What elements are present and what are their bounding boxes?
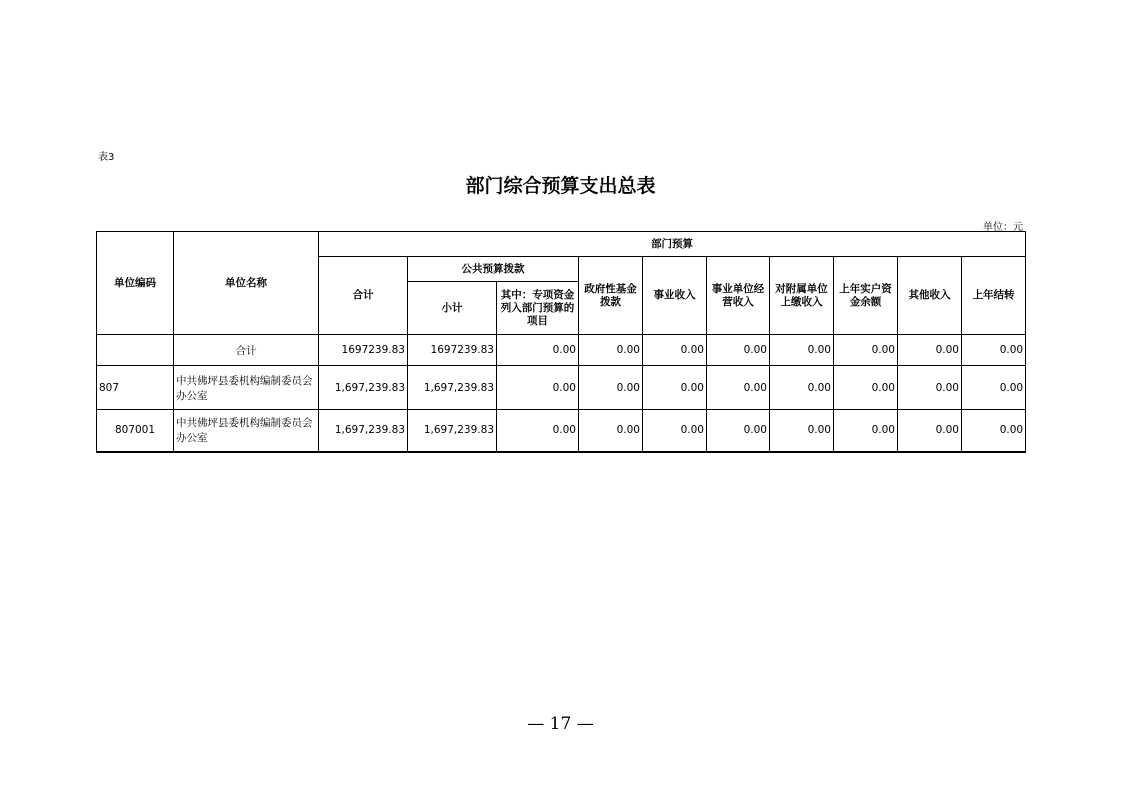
cell-subtotal: 1,697,239.83: [408, 366, 497, 410]
cell-gov-fund: 0.00: [579, 335, 643, 366]
cell-business-income: 0.00: [643, 335, 707, 366]
table-row: [97, 410, 1026, 452]
header-prior-carryover: 上年结转: [962, 257, 1026, 335]
budget-table: [96, 231, 1026, 453]
cell-gov-fund: 0.00: [579, 366, 643, 410]
header-business-income: 事业收入: [643, 257, 707, 335]
header-affiliated-income: 对附属单位上缴收入: [770, 257, 834, 335]
cell-other: 0.00: [898, 410, 962, 452]
cell-affiliated: 0.00: [770, 335, 834, 366]
table-label: 表3: [98, 152, 115, 163]
header-business-operating: 事业单位经营收入: [707, 257, 770, 335]
cell-business-income: 0.00: [643, 410, 707, 452]
cell-affiliated: 0.00: [770, 366, 834, 410]
cell-business-operating: 0.00: [707, 410, 770, 452]
cell-name: 合计: [174, 335, 319, 366]
header-gov-fund: 政府性基金拨款: [579, 257, 643, 335]
header-public-budget: 公共预算拨款: [408, 257, 579, 282]
header-dept-budget: 部门预算: [319, 232, 1026, 257]
cell-special: 0.00: [497, 366, 579, 410]
cell-code: 807: [97, 366, 174, 410]
cell-total: 1,697,239.83: [319, 410, 408, 452]
cell-special: 0.00: [497, 335, 579, 366]
cell-prior-balance: 0.00: [834, 410, 898, 452]
cell-special: 0.00: [497, 410, 579, 452]
unit-label: 单位：元: [983, 222, 1023, 233]
cell-affiliated: 0.00: [770, 410, 834, 452]
cell-subtotal: 1697239.83: [408, 335, 497, 366]
table-row: [97, 366, 1026, 410]
cell-business-operating: 0.00: [707, 335, 770, 366]
header-unit-name: 单位名称: [174, 232, 319, 335]
cell-carryover: 0.00: [962, 410, 1026, 452]
cell-other: 0.00: [898, 335, 962, 366]
cell-prior-balance: 0.00: [834, 366, 898, 410]
header-total: 合计: [319, 257, 408, 335]
cell-other: 0.00: [898, 366, 962, 410]
cell-business-income: 0.00: [643, 366, 707, 410]
cell-prior-balance: 0.00: [834, 335, 898, 366]
header-special-funds: 其中：专项资金列入部门预算的项目: [497, 282, 579, 335]
cell-total: 1,697,239.83: [319, 366, 408, 410]
page-number: — 17 —: [527, 714, 594, 734]
table-row: [97, 335, 1026, 366]
cell-name: 中共佛坪县委机构编制委员会办公室: [174, 410, 319, 452]
cell-code: 807001: [97, 410, 174, 452]
cell-name: 中共佛坪县委机构编制委员会办公室: [174, 366, 319, 410]
page-title: 部门综合预算支出总表: [465, 175, 656, 197]
cell-code: [97, 335, 174, 366]
header-unit-code: 单位编码: [97, 232, 174, 335]
cell-subtotal: 1,697,239.83: [408, 410, 497, 452]
cell-carryover: 0.00: [962, 366, 1026, 410]
cell-gov-fund: 0.00: [579, 410, 643, 452]
header-prior-balance: 上年实户资金余额: [834, 257, 898, 335]
header-other-income: 其他收入: [898, 257, 962, 335]
cell-carryover: 0.00: [962, 335, 1026, 366]
cell-business-operating: 0.00: [707, 366, 770, 410]
header-subtotal: 小计: [408, 282, 497, 335]
cell-total: 1697239.83: [319, 335, 408, 366]
